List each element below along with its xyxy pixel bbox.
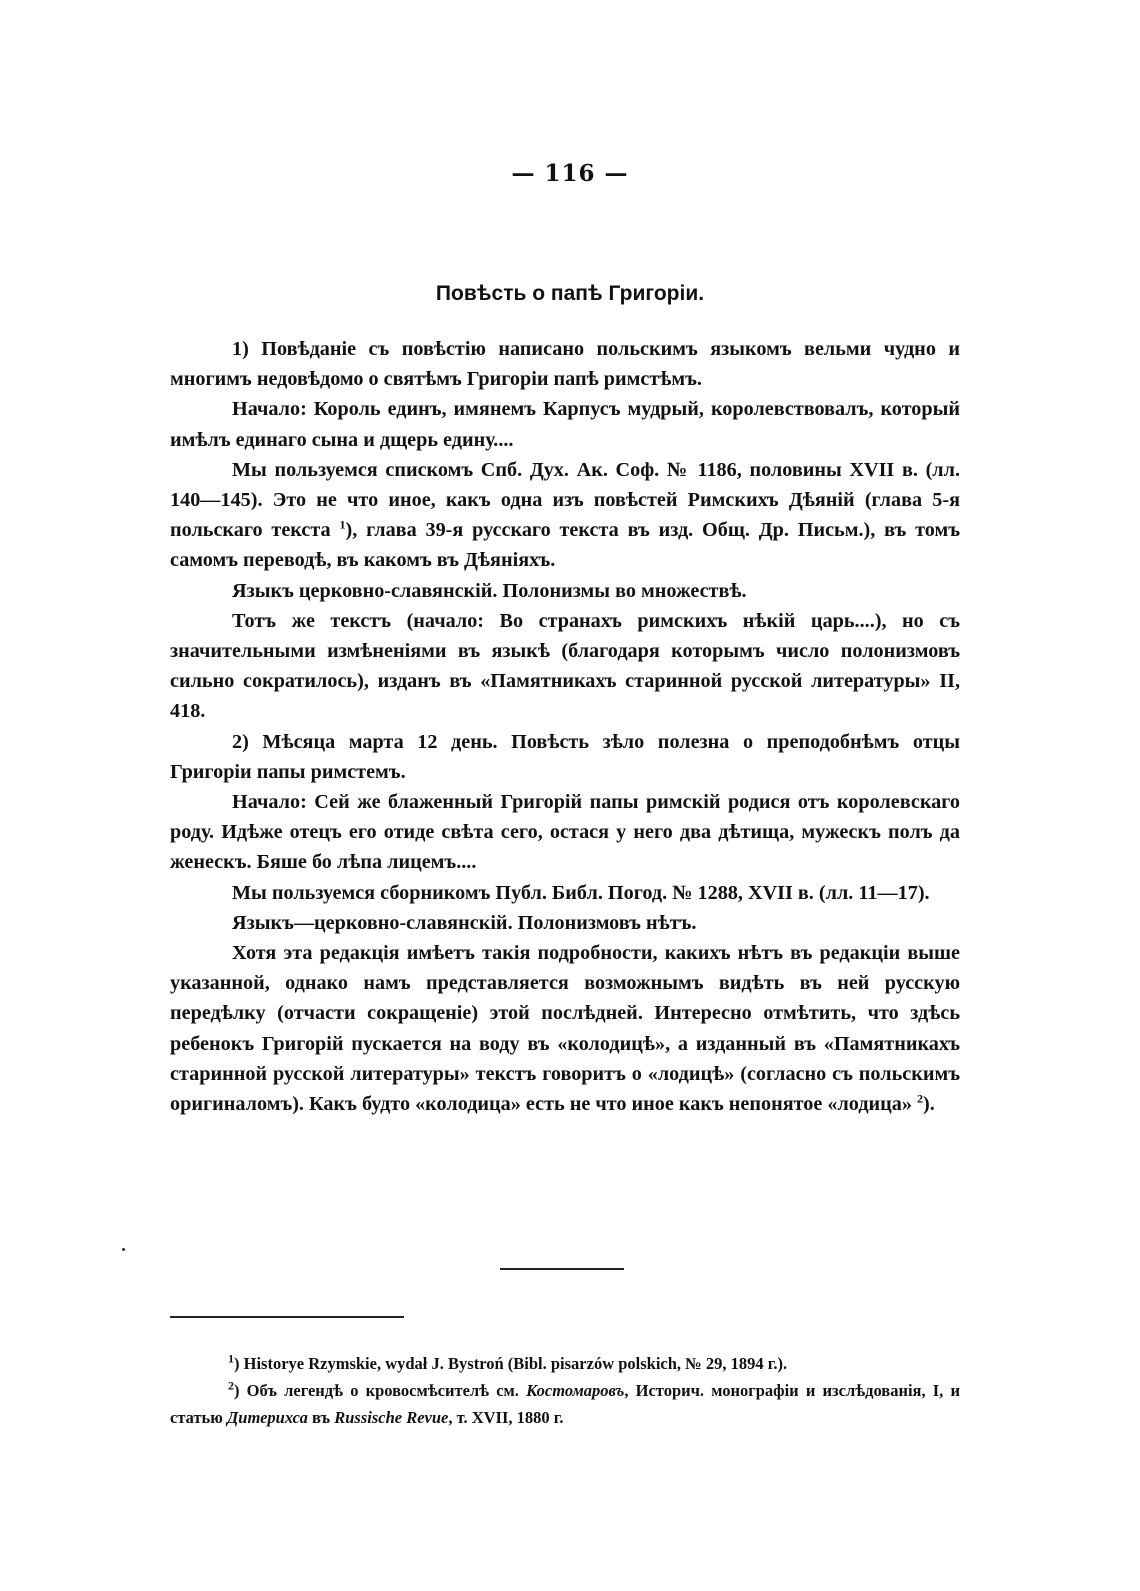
footnote-marker[interactable]: 1	[339, 517, 346, 532]
paragraph: 2) Мѣсяца марта 12 день. Повѣсть зѣло полезна о преподобнѣмъ отцы Григоріи папы римстемъ.	[170, 730, 960, 783]
paragraph	[170, 455, 960, 576]
paragraph-text: Мы пользуемся спискомъ Спб. Дух. Ак. Соф. № 1186, половины XVII в. (лл. 140—145). Это не что иное, какъ одна изъ повѣстей Римскихъ Дѣяній (глава 5-я польскаго текста	[170, 458, 960, 542]
scan-speck	[122, 1248, 125, 1251]
footnote-text: ) Объ легендѣ о кровосмѣсителѣ см.	[234, 1381, 527, 1400]
journal-name: Russische Revue	[334, 1408, 449, 1427]
author-name: Дитерихса	[227, 1408, 308, 1427]
footnotes	[170, 1350, 960, 1431]
paragraph-text: Хотя эта редакція имѣетъ такія подробности, какихъ нѣтъ въ редакціи выше указанной, однако намъ представляется возможнымъ видѣть въ ней русскую передѣлку (отчасти сокращеніе) этой послѣдней. Интересно отмѣтить, что здѣсь ребенокъ Григорій пускается на воду въ «колодицѣ», а изданный въ «Памятникахъ старинной русской литературы» текстъ говоритъ о «лодицѣ» (согласно съ польскимъ оригиналомъ). Какъ будто «колодица» есть не что иное какъ непонятое «лодица»	[170, 942, 960, 1116]
footnote-number: 2	[228, 1378, 234, 1393]
footnote-text: , т. XVII, 1880 г.	[448, 1408, 564, 1427]
paragraph: Мы пользуемся сборникомъ Публ. Библ. Погод. № 1288, XVII в. (лл. 11—17).	[232, 881, 930, 904]
paragraph: Тотъ же текстъ (начало: Во странахъ римскихъ нѣкій царь....), но съ значительными измѣненіями въ языкѣ (благодаря которымъ число полонизмовъ сильно сократилось), изданъ въ «Памятникахъ старинной русской литературы» II, 418.	[170, 609, 960, 723]
footnote-text: въ	[307, 1408, 335, 1427]
body-text	[170, 334, 960, 1119]
paragraph: Начало: Сей же блаженный Григорій папы римскій родися отъ королевскаго роду. Идѣже отецъ его отиде свѣта сего, остася у него два дѣтища, мужескъ полъ да женескъ. Бяше бо лѣпа лицемъ....	[170, 791, 960, 874]
footnote-marker[interactable]: 2	[917, 1091, 924, 1106]
paragraph: 1) Повѣданіе съ повѣстію написано польскимъ языкомъ вельми чудно и многимъ недовѣдомо о святѣмъ Григоріи папѣ римстѣмъ.	[170, 338, 960, 391]
footnote-text: , Историч. монографіи и изслѣдованія, I, и статью	[170, 1381, 960, 1427]
author-name: Костомаровъ	[526, 1381, 625, 1400]
section-title: Повѣсть о папѣ Григоріи.	[435, 282, 705, 305]
footnote-2	[170, 1377, 960, 1431]
paragraph	[170, 938, 960, 1119]
paragraph-text: ).	[923, 1093, 935, 1116]
page-number: — 116 —	[511, 160, 629, 187]
paragraph: Языкъ церковно-славянскій. Полонизмы во множествѣ.	[232, 579, 747, 602]
footnote-divider	[170, 1316, 404, 1318]
paragraph: Начало: Король единъ, имянемъ Карпусъ мудрый, королевствовалъ, который имѣлъ единаго сына и дщерь едину....	[170, 398, 960, 451]
footnote-1	[170, 1350, 960, 1377]
paragraph-text: ), глава 39-я русскаго текста въ изд. Общ. Др. Письм.), въ томъ самомъ переводѣ, въ какомъ въ Дѣяніяхъ.	[170, 519, 960, 572]
section-divider	[500, 1268, 624, 1270]
footnote-number: 1	[228, 1351, 234, 1366]
footnote-text: ) Historye Rzymskie, wydał J. Bystroń (Bibl. pisarzów polskich, № 29, 1894 г.).	[234, 1354, 788, 1373]
paragraph: Языкъ—церковно-славянскій. Полонизмовъ нѣтъ.	[232, 911, 697, 934]
